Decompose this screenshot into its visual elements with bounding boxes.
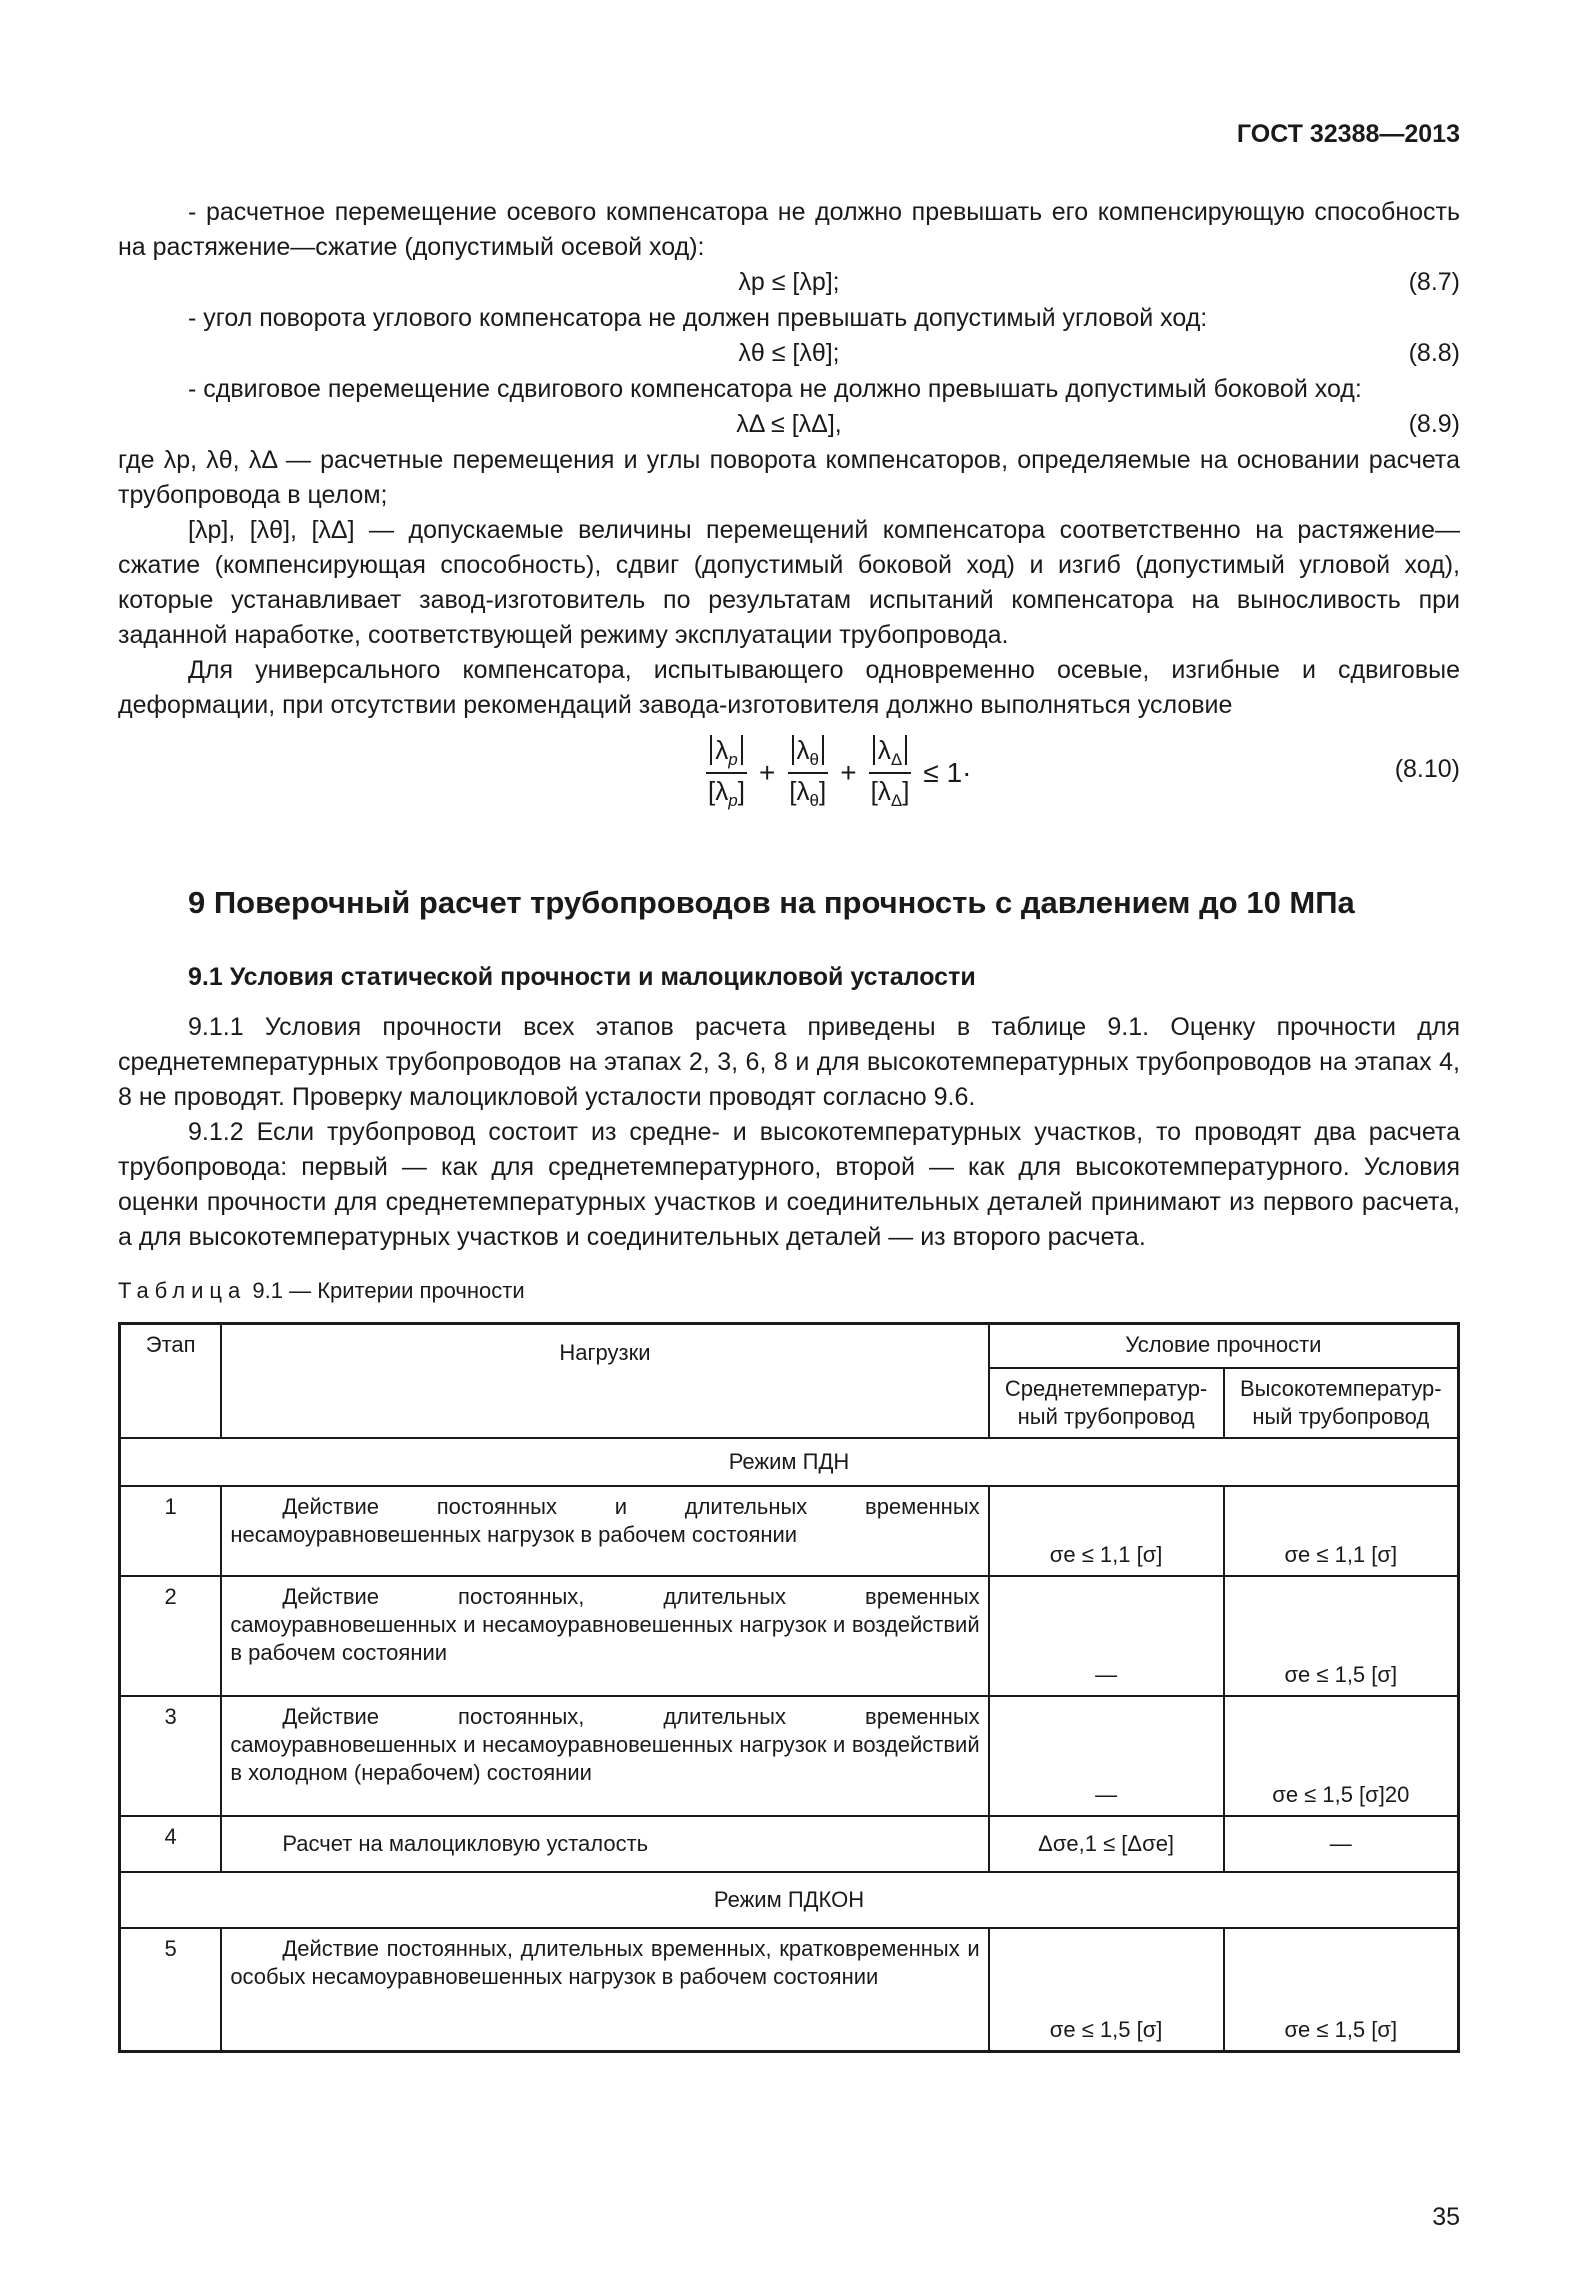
table-row [120, 1928, 1459, 2052]
paragraph-lateral: - сдвиговое перемещение сдвигового компенсатора не должно превышать допустимый боковой ход: [188, 375, 1362, 403]
header-high-temp: Высокотемператур-ный трубопровод [1224, 1368, 1459, 1438]
cell-stage: 1 [120, 1486, 222, 1576]
header-mid-temp: Среднетемператур-ный трубопровод [989, 1368, 1224, 1438]
formula-8-10 [118, 723, 1460, 823]
formula-8-7 [118, 265, 1460, 301]
caption-word: Таблица [118, 1278, 247, 1303]
paragraph-allowed: [λp], [λθ], [λΔ] — допускаемые величины перемещений компенсатора соответственно на растяжение—сжатие (компенсирующая способность), сдвиг (допустимый боковой ход) и изгиб (допустимый угловой ход), которые устанавливает завод-изготовитель по результатам испытаний компенсатора на выносливость при заданной наработке, соответствующей режиму эксплуатации трубопровода. [118, 516, 1460, 649]
formula-8-8 [118, 336, 1460, 372]
cell-load: Действие постоянных и длительных временных несамоуравновешенных нагрузок в рабочем состоянии [221, 1486, 988, 1576]
table-caption [118, 1278, 525, 1304]
formula: λΔ ≤ [λΔ], [736, 410, 842, 438]
formula-number: (8.7) [1408, 268, 1460, 296]
cell-load: Действие постоянных, длительных временных самоуравновешенных и несамоуравновешенных нагрузок и воздействий в холодном (нерабочем) состоянии [221, 1696, 988, 1816]
paragraph-where: где λp, λθ, λΔ — расчетные перемещения и углы поворота компенсаторов, определяемые на основании расчета трубопровода в целом; [118, 446, 1460, 509]
cell-mid: — [989, 1696, 1224, 1816]
strength-criteria-table [118, 1322, 1460, 2053]
section-9-title: 9 Поверочный расчет трубопроводов на прочность с давлением до 10 МПа [188, 885, 1355, 920]
document-page [118, 0, 1460, 2283]
cell-mid: σe ≤ 1,5 [σ] [989, 1928, 1224, 2052]
table-row [120, 1696, 1459, 1816]
intro-block [118, 195, 1460, 823]
cell-mid: — [989, 1576, 1224, 1696]
cell-mid: Δσe,1 ≤ [Δσe] [989, 1816, 1224, 1872]
cell-load: Действие постоянных, длительных временных, кратковременных и особых несамоуравновешенных нагрузок в рабочем состоянии [221, 1928, 988, 2052]
fraction-formula: $\frac{\lambda_p}{[\lambda_p]}$ + $\frac{\lambda_\theta}{[\lambda_\theta]}$ + $\frac{\lambda_\Delta}{[\lambda_\Delta]}$ ≤ 1· [708, 734, 972, 811]
cell-high: σe ≤ 1,1 [σ] [1224, 1486, 1459, 1576]
cell-high: σe ≤ 1,5 [σ] [1224, 1576, 1459, 1696]
paragraph-universal: Для универсального компенсатора, испытывающего одновременно осевые, изгибные и сдвиговые деформации, при отсутствии рекомендаций завода-изготовителя должно выполняться условие [118, 656, 1460, 719]
paragraph-9-1-2: 9.1.2 Если трубопровод состоит из средне- и высокотемпературных участков, то проводят два расчета трубопровода: первый — как для среднетемпературного, второй — как для высокотемпературного. Условия оценки прочности для среднетемпературных участков и соединительных деталей принимают из первого расчета, а для высокотемпературных участков и соединительных деталей — из второго расчета. [118, 1118, 1460, 1251]
standard-header: ГОСТ 32388—2013 [1236, 120, 1460, 148]
formula-number: (8.9) [1408, 410, 1460, 438]
cell-high: — [1224, 1816, 1459, 1872]
section-9-1-title: 9.1 Условия статической прочности и малоцикловой усталости [188, 963, 976, 991]
cell-load: Действие постоянных, длительных временных самоуравновешенных и несамоуравновешенных нагрузок и воздействий в рабочем состоянии [221, 1576, 988, 1696]
cell-stage: 2 [120, 1576, 222, 1696]
header-stage: Этап [120, 1324, 222, 1438]
table-row [120, 1816, 1459, 1872]
page-number: 35 [1432, 2203, 1460, 2231]
mode-pdkon: Режим ПДКОН [120, 1872, 1459, 1928]
header-loads: Нагрузки [221, 1324, 988, 1438]
cell-load: Расчет на малоцикловую усталость [221, 1816, 988, 1872]
formula-number: (8.10) [1394, 755, 1460, 783]
table-row [120, 1576, 1459, 1696]
section-9-1-block [118, 1010, 1460, 1255]
cell-stage: 5 [120, 1928, 222, 2052]
cell-stage: 4 [120, 1816, 222, 1872]
caption-text: 9.1 — Критерии прочности [252, 1278, 525, 1303]
formula: λθ ≤ [λθ]; [738, 339, 840, 367]
paragraph-9-1-1: 9.1.1 Условия прочности всех этапов расчета приведены в таблице 9.1. Оценку прочности для среднетемпературных трубопроводов на этапах 2, 3, 6, 8 и для высокотемпературных трубопроводов на этапах 4, 8 не проводят. Проверку малоцикловой усталости проводят согласно 9.6. [118, 1013, 1460, 1111]
cell-mid: σe ≤ 1,1 [σ] [989, 1486, 1224, 1576]
formula: λp ≤ [λp]; [738, 268, 840, 296]
cell-high: σe ≤ 1,5 [σ] [1224, 1928, 1459, 2052]
table-row [120, 1486, 1459, 1576]
cell-high: σe ≤ 1,5 [σ]20 [1224, 1696, 1459, 1816]
header-condition: Условие прочности [989, 1324, 1459, 1368]
paragraph-axial: - расчетное перемещение осевого компенсатора не должно превышать его компенсирующую способность на растяжение—сжатие (допустимый осевой ход): [118, 198, 1460, 261]
formula-number: (8.8) [1408, 339, 1460, 367]
paragraph-angular: - угол поворота углового компенсатора не должен превышать допустимый угловой ход: [188, 304, 1208, 332]
cell-stage: 3 [120, 1696, 222, 1816]
formula-8-9 [118, 407, 1460, 443]
mode-pdn: Режим ПДН [120, 1438, 1459, 1486]
